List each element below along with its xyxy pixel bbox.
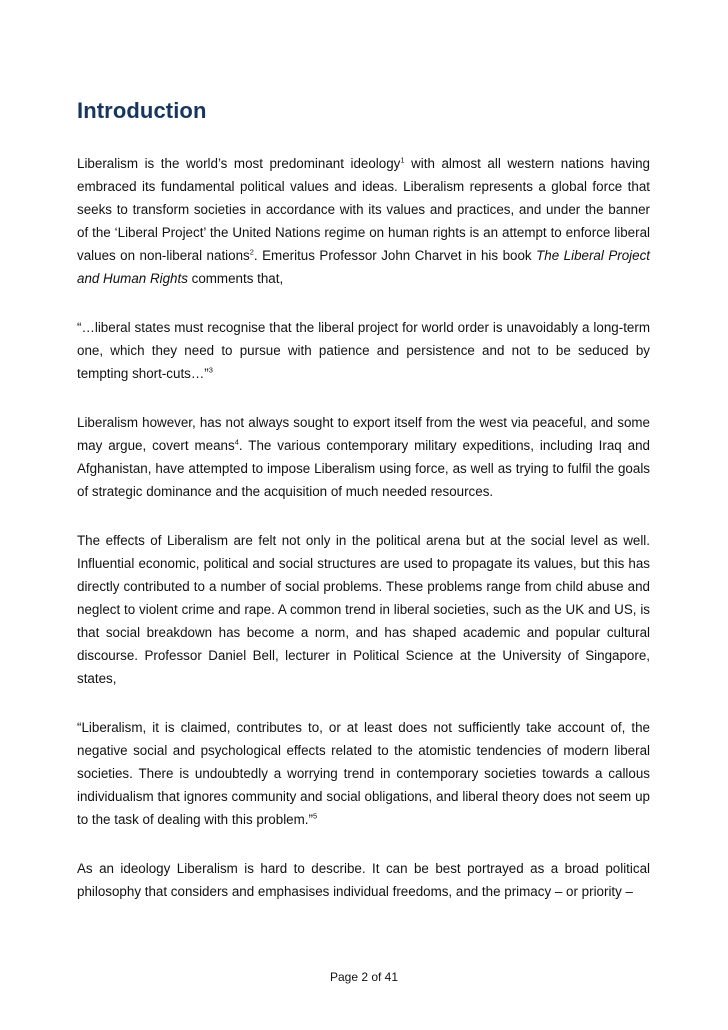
section-heading: Introduction [77,98,207,123]
page-number: Page 2 of 41 [329,970,399,984]
paragraph-3: The effects of Liberalism are felt not only in the political arena but at the social level as well. Influential economic, political and social structures are used to propagate its values, but this has directly contributed to a number of social problems. These problems range from child abuse and neglect to violent crime and rape. A common trend in liberal societies, such as the UK and US, is that social breakdown has become a norm, and has shaped academic and popular cultural discourse. Professor Daniel Bell, lecturer in Political Science at the University of Singapore, states, [77,533,650,686]
footnote-ref-3[interactable]: 3 [208,365,213,375]
footnote-ref-1[interactable]: 1 [400,155,405,165]
book-title: The Liberal Project and Human Rights [77,248,650,286]
paragraph-1-part-3: . Emeritus Professor John Charvet in his book [253,248,537,263]
paragraph-2-part-1: Liberalism however, has not always sought to export itself from the west via peaceful, and some may argue, covert means [77,415,650,453]
paragraph-1-part-2: with almost all western nations having embraced its fundamental political values and ideas. Liberalism represents a global force that seeks to transform societies in accordance with its values and practices, and under the banner of the ‘Liberal Project’ the United Nations regime on human rights is an attempt to enforce liberal values on non-liberal nations [77,156,650,263]
paragraph-1-part-1: Liberalism is the world’s most predominant ideology [77,156,401,171]
body-text [77,152,650,929]
paragraph-2-part-2: . The various contemporary military expeditions, including Iraq and Afghanistan, have attempted to impose Liberalism using force, as well as trying to fulfil the goals of strategic dominance and the acquisition of much needed resources. [77,438,650,499]
paragraph-2 [77,411,650,503]
footnote-ref-5[interactable]: 5 [312,811,318,821]
quote-1 [77,316,650,385]
footnote-ref-2[interactable]: 2 [249,247,254,257]
paragraph-4: As an ideology Liberalism is hard to describe. It can be best portrayed as a broad political philosophy that considers and emphasises individual freedoms, and the primacy – or priority – [77,861,650,899]
footnote-ref-4[interactable]: 4 [234,437,239,447]
quote-1-text: “…liberal states must recognise that the liberal project for world order is unavoidably a long-term one, which they need to pursue with patience and persistence and not to be seduced by tempting short-cuts…” [77,320,650,381]
paragraph-1 [77,152,650,290]
paragraph-1-part-4: comments that, [187,271,284,286]
quote-2 [77,716,650,831]
quote-2-text: “Liberalism, it is claimed, contributes to, or at least does not sufficiently take account of, the negative social and psychological effects related to the atomistic tendencies of modern liberal societies. There is undoubtedly a worrying trend in contemporary societies towards a callous individualism that ignores community and social obligations, and liberal theory does not seem up to the task of dealing with this problem.” [77,720,650,827]
